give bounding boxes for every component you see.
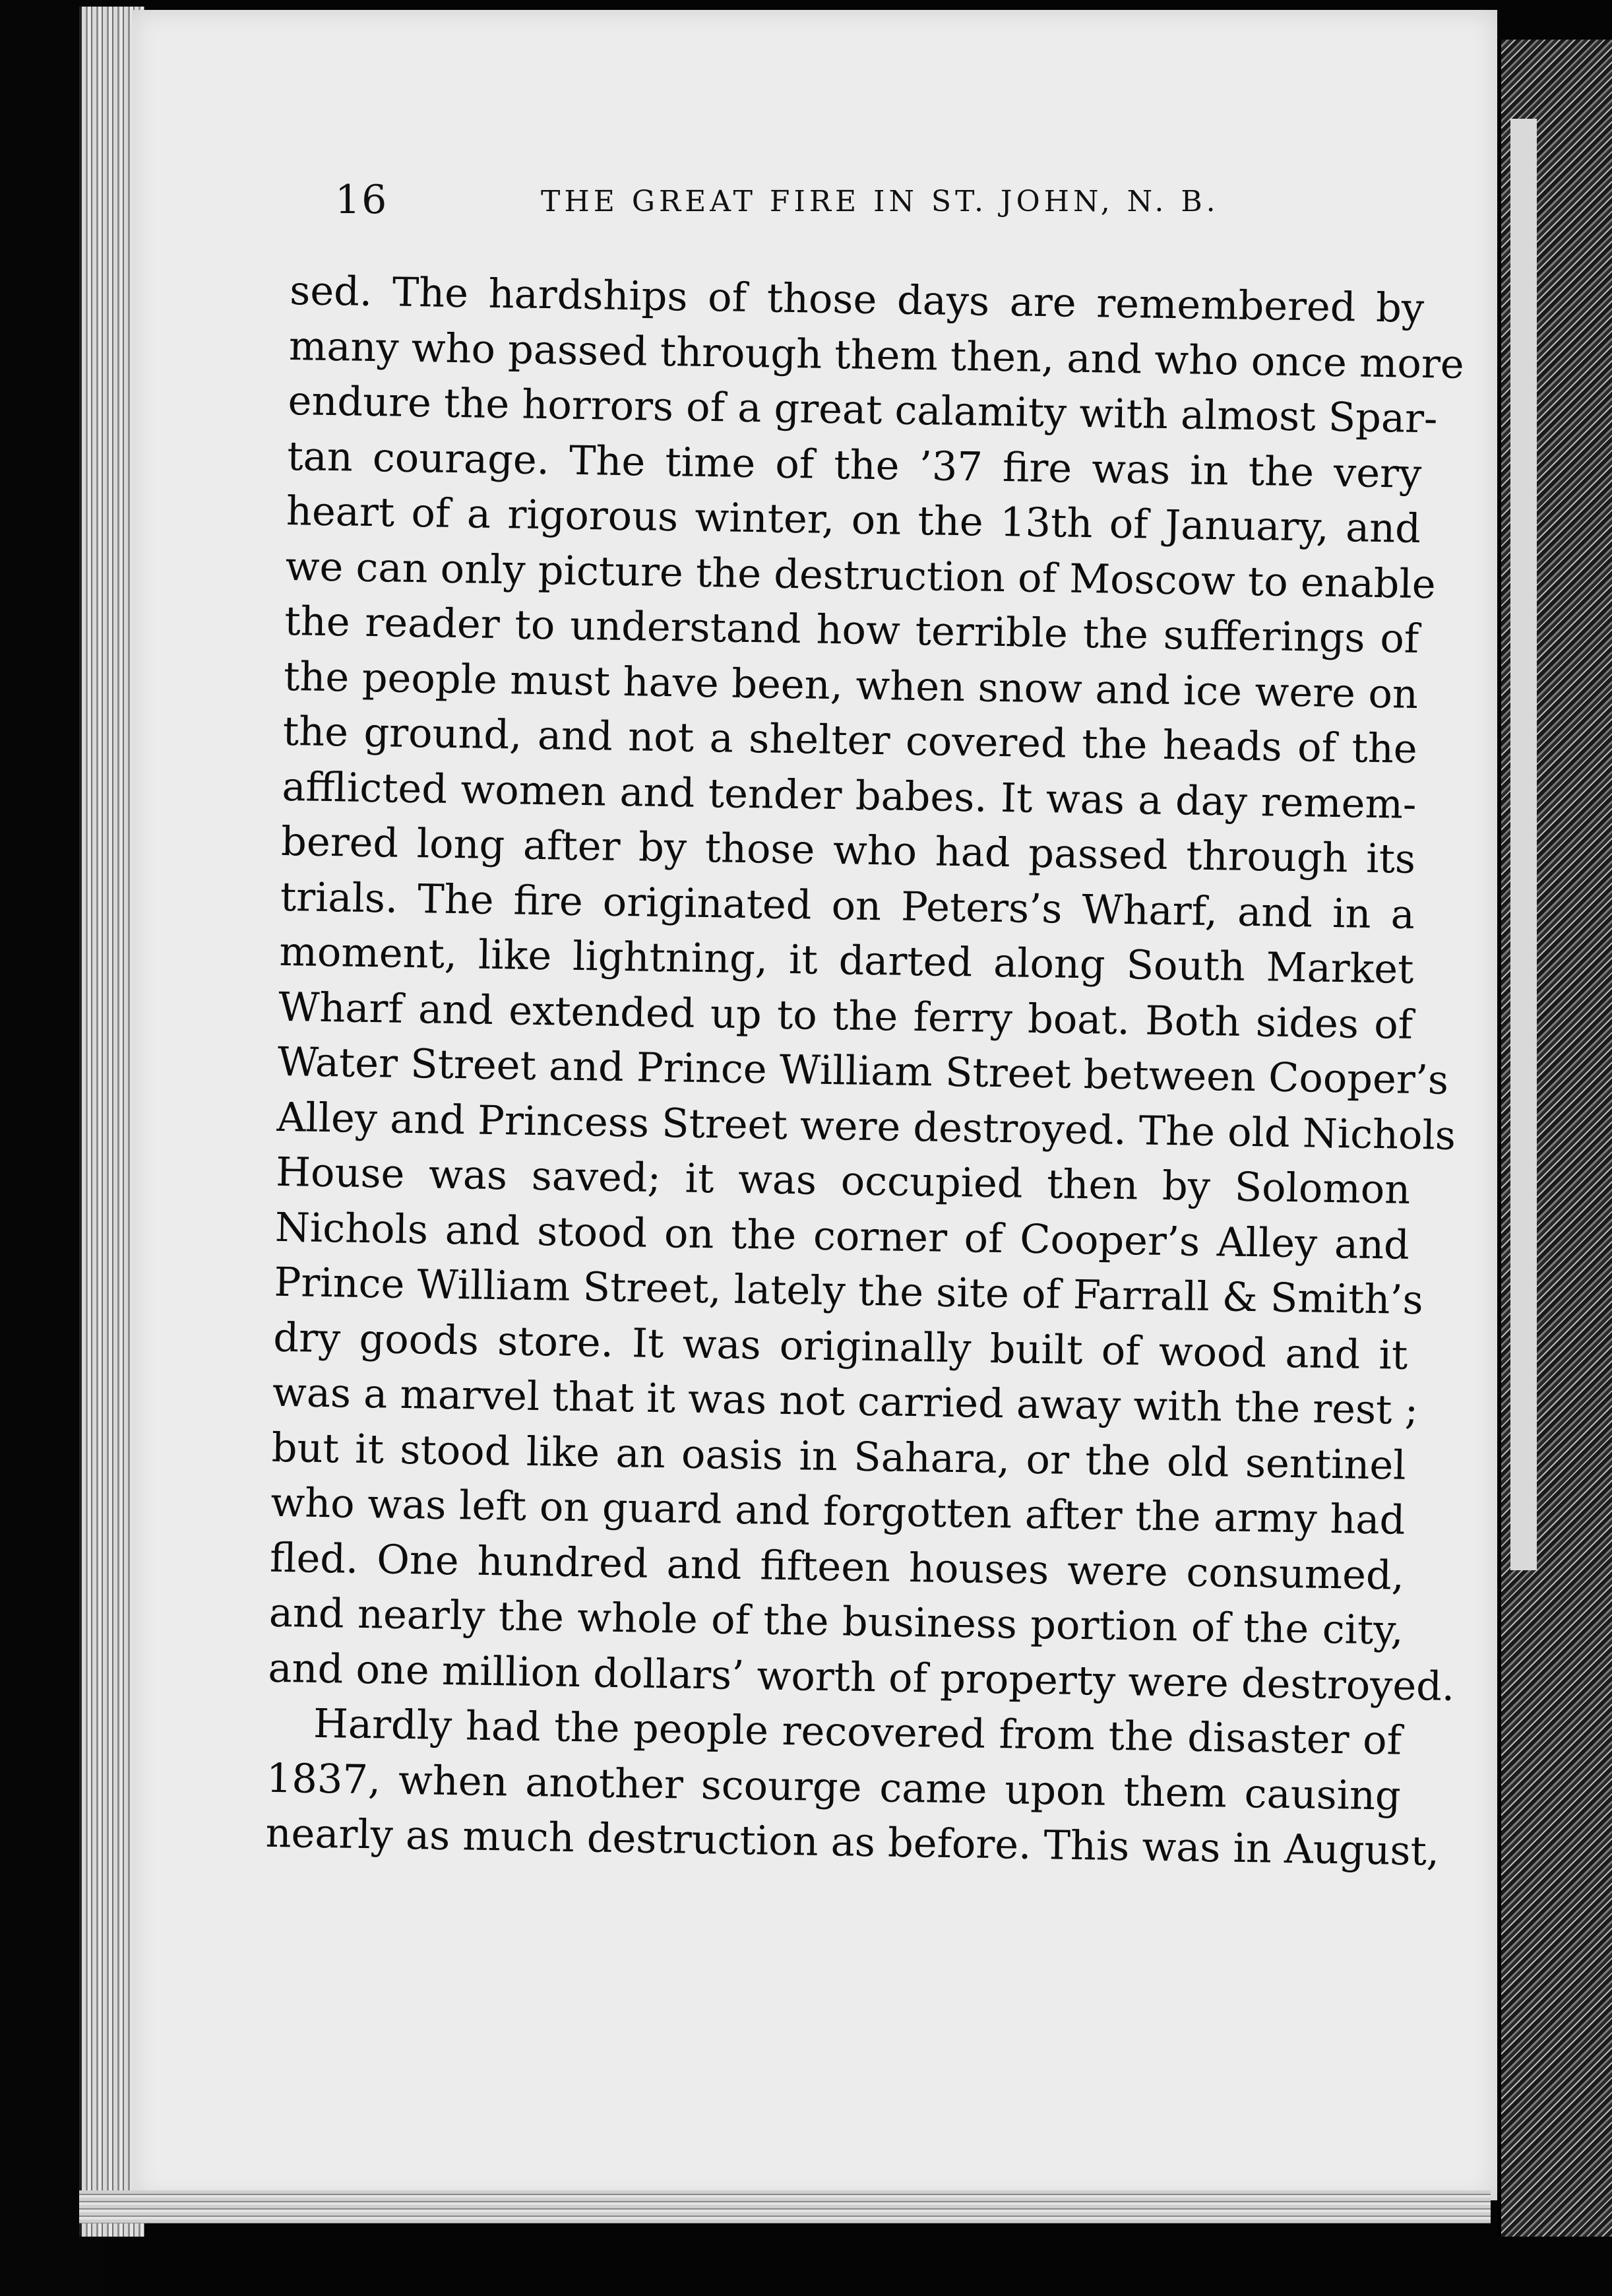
text-line: nearly as much destruction as before. This was in August, (265, 1810, 1440, 1875)
text-line: many who passed through them then, and who once more (288, 323, 1465, 388)
text-line: the reader to understand how terrible the sufferings of (284, 598, 1419, 662)
text-line: House was saved; it was occupied then by Solomon (275, 1149, 1411, 1213)
text-line: bered long after by those who had passed through its (280, 818, 1416, 883)
body-text (265, 264, 1465, 1879)
text-line: Alley and Princess Street were destroyed. The old Nichols (276, 1094, 1456, 1159)
text-line: heart of a rigorous winter, on the 13th of January, and (286, 488, 1421, 552)
paragraph (268, 264, 1465, 1714)
text-line: and one million dollars’ worth of property were destroyed. (268, 1645, 1455, 1710)
running-title: THE GREAT FIRE IN ST. JOHN, N. B. (541, 185, 1220, 218)
text-line: Nichols and stood on the corner of Cooper’s Alley and (274, 1204, 1410, 1269)
paragraph (265, 1696, 1440, 1879)
text-line: dry goods store. It was originally built of wood and it (272, 1314, 1408, 1379)
text-line: Water Street and Prince William Street between Cooper’s (277, 1038, 1449, 1104)
page-number: 16 (335, 177, 388, 223)
page-bottom-edge (79, 2190, 1491, 2223)
text-line: 1837, when another scourge came upon them causing (266, 1755, 1402, 1820)
running-head (335, 177, 1278, 230)
text-line: the ground, and not a shelter covered the heads of the (282, 708, 1418, 773)
text-line: Prince William Street, lately the site of Farrall & Smith’s (274, 1259, 1424, 1324)
text-line: endure the horrors of a great calamity with almost Spar- (288, 377, 1438, 443)
text-line: moment, like lightning, it darted along South Market (279, 928, 1414, 993)
text-line: afflicted women and tender babes. It was a day remem- (282, 763, 1417, 828)
text-line: Hardly had the people recovered from the disaster of (313, 1700, 1402, 1764)
text-line: but it stood like an oasis in Sahara, or the old sentinel (271, 1424, 1407, 1489)
text-line: fled. One hundred and fifteen houses were consumed, (269, 1535, 1405, 1599)
facing-page-strip (1510, 119, 1537, 1570)
text-line: the people must have been, when snow and ice were on (283, 653, 1419, 718)
text-line: sed. The hardships of those days are remembered by (289, 267, 1425, 333)
text-line: tan courage. The time of the ’37 fire was in the very (286, 433, 1422, 497)
text-line: and nearly the whole of the business portion of the city, (268, 1589, 1404, 1654)
text-line: we can only picture the destruction of Moscow to enable (285, 543, 1437, 608)
text-line: was a marvel that it was not carried away with the rest ; (272, 1369, 1419, 1434)
text-line: who was left on guard and forgotten after the army had (270, 1479, 1406, 1544)
text-line: trials. The fire originated on Peters’s Wharf, and in a (280, 874, 1415, 938)
text-line: Wharf and extended up to the ferry boat. Both sides of (278, 984, 1413, 1048)
